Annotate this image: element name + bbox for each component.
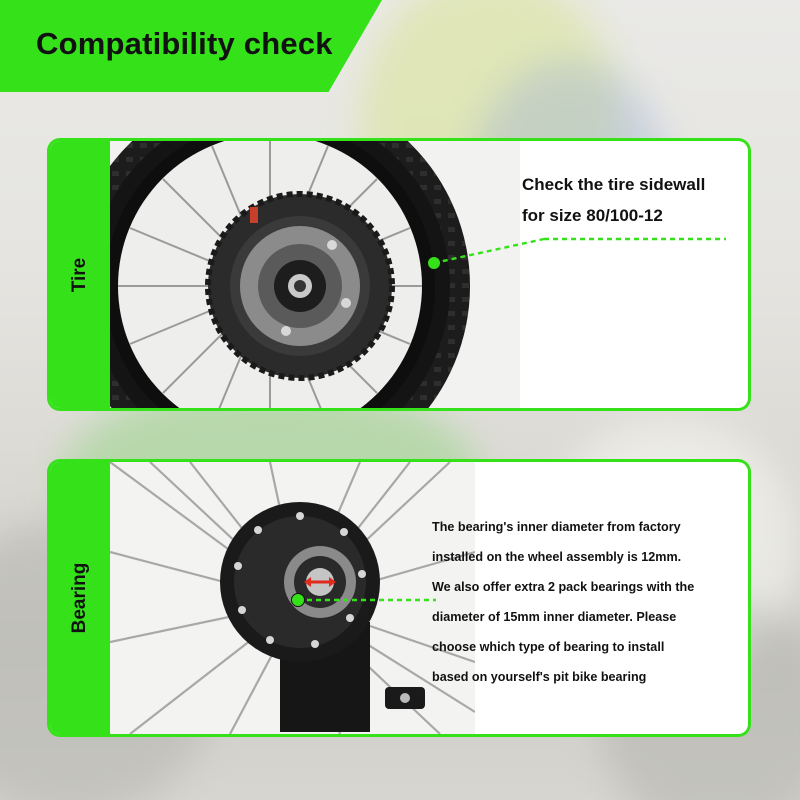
bearing-description-line: choose which type of bearing to install: [432, 640, 665, 654]
bearing-description-line: diameter of 15mm inner diameter. Please: [432, 610, 677, 624]
bearing-description-line: based on yourself's pit bike bearing: [432, 670, 647, 684]
bearing-tab: [50, 462, 110, 734]
tire-callout-line: [424, 231, 734, 271]
tire-description-line: Check the tire sidewall: [522, 175, 706, 194]
tire-card: [50, 141, 748, 408]
bearing-description-line: We also offer extra 2 pack bearings with the: [432, 580, 695, 594]
bearing-card: [50, 462, 748, 734]
tire-description: [522, 169, 742, 231]
tire-description-line: for size 80/100-12: [522, 206, 663, 225]
page-title: Compatibility check: [36, 26, 333, 61]
bearing-description: [432, 512, 742, 692]
bearing-description-line: The bearing's inner diameter from factory: [432, 520, 681, 534]
bearing-callout-line: [286, 590, 446, 610]
bearing-label: Bearing: [69, 562, 90, 634]
bearing-description-line: installed on the wheel assembly is 12mm.: [432, 550, 682, 564]
tire-label: Tire: [69, 257, 90, 292]
tire-tab: [50, 141, 110, 408]
tire-wheel-photo: [110, 141, 520, 408]
